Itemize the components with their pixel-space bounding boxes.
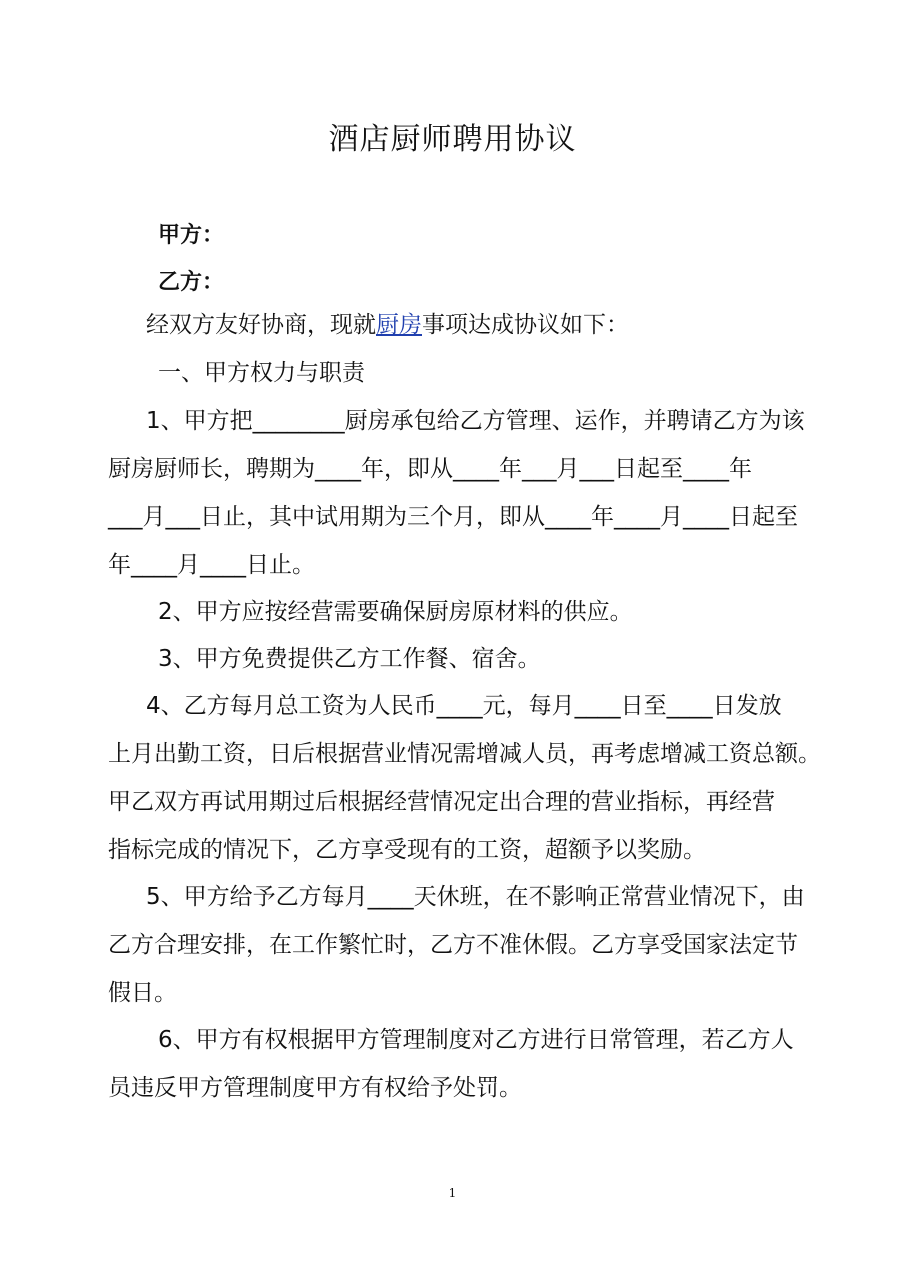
clause-1-line-1: 1、甲方把________厨房承包给乙方管理、运作，并聘请乙方为该 [146, 408, 805, 434]
clause-4-line-4: 指标完成的情况下，乙方享受现有的工资，超额予以奖励。 [108, 837, 706, 863]
clause-4-line-3: 甲乙双方再试用期过后根据经营情况定出合理的营业指标，再经营 [108, 789, 775, 815]
intro-text-after: 事项达成协议如下： [422, 312, 629, 338]
clause-4-line-2: 上月出勤工资，日后根据营业情况需增减人员，再考虑增减工资总额。 [108, 741, 821, 767]
page-number: 1 [448, 1186, 457, 1200]
document-title: 酒店厨师聘用协议 [328, 122, 577, 157]
clause-5-line-2: 乙方合理安排，在工作繁忙时，乙方不准休假。乙方享受国家法定节 [108, 932, 798, 958]
clause-1-line-3: ___月___日止，其中试用期为三个月，即从____年____月____日起至 [108, 504, 798, 530]
clause-6-line-2: 员违反甲方管理制度甲方有权给予处罚。 [108, 1075, 522, 1101]
clause-2: 2、甲方应按经营需要确保厨房原材料的供应。 [158, 599, 633, 625]
clause-6-line-1: 6、甲方有权根据甲方管理制度对乙方进行日常管理，若乙方人 [158, 1027, 794, 1053]
intro-paragraph [146, 314, 629, 337]
section-heading: 一、甲方权力与职责 [158, 360, 365, 386]
party-a-label: 甲方： [158, 223, 225, 248]
clause-5-line-3: 假日。 [108, 980, 177, 1006]
party-b-label: 乙方： [158, 270, 225, 295]
clause-3: 3、甲方免费提供乙方工作餐、宿舍。 [158, 646, 541, 672]
kitchen-link[interactable]: 厨房 [376, 312, 422, 338]
intro-text-before: 经双方友好协商，现就 [146, 312, 376, 338]
clause-1-line-2: 厨房厨师长，聘期为____年，即从____年___月___日起至____年 [108, 456, 752, 482]
clause-5-line-1: 5、甲方给予乙方每月____天休班，在不影响正常营业情况下，由 [146, 884, 805, 910]
clause-1-line-4: 年____月____日止。 [108, 552, 315, 578]
clause-4-line-1: 4、乙方每月总工资为人民币____元，每月____日至____日发放 [146, 693, 782, 719]
